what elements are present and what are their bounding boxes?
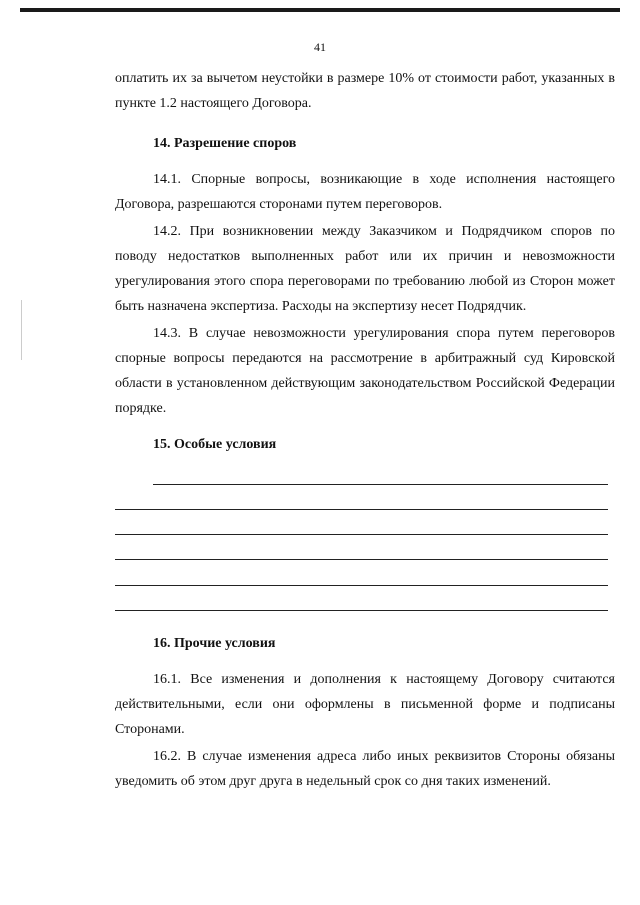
clause-14-1: 14.1. Спорные вопросы, возникающие в ходе исполнения настоящего Договора, разрешаются сторонами путем переговоров. [115,172,615,212]
clause-14-3: 14.3. В случае невозможности урегулирования спора путем переговоров спорные вопросы передаются на рассмотрение в арбитражный суд Кировской области в установленном действующим законодательством Российской Федерации порядке. [115,326,615,416]
page-number: 41 [314,40,326,54]
blank-fill-line [115,610,608,611]
intro-paragraph [115,66,615,116]
section-14-title: 14. Разрешение споров [153,136,297,151]
top-border-line [20,8,620,12]
blank-fill-line [115,509,608,510]
section-16-title: 16. Прочие условия [153,636,276,651]
section-15-title: 15. Особые условия [153,437,277,452]
clause-16-1: 16.1. Все изменения и дополнения к настоящему Договору считаются действительными, если они оформлены в письменной форме и подписаны Сторонами. [115,672,615,737]
clause-14-2: 14.2. При возникновении между Заказчиком и Подрядчиком споров по поводу недостатков выполненных работ или их причин и невозможности урегулирования этого спора переговорами по требованию любой из Сторон может быть назначена экспертиза. Расходы на экспертизу несет Подрядчик. [115,224,615,314]
blank-fill-line [115,585,608,586]
blank-fill-line [115,534,608,535]
clause-16-2: 16.2. В случае изменения адреса либо иных реквизитов Стороны обязаны уведомить об этом друг друга в недельный срок со дня таких изменений. [115,749,615,789]
blank-fill-line [115,559,608,560]
scan-margin-artifact [21,300,22,360]
intro-text: оплатить их за вычетом неустойки в размере 10% от стоимости работ, указанных в пункте 1.2 настоящего Договора. [115,71,615,111]
section-14-body [115,167,615,421]
blank-fill-line [153,484,608,485]
section-16-body [115,667,615,794]
